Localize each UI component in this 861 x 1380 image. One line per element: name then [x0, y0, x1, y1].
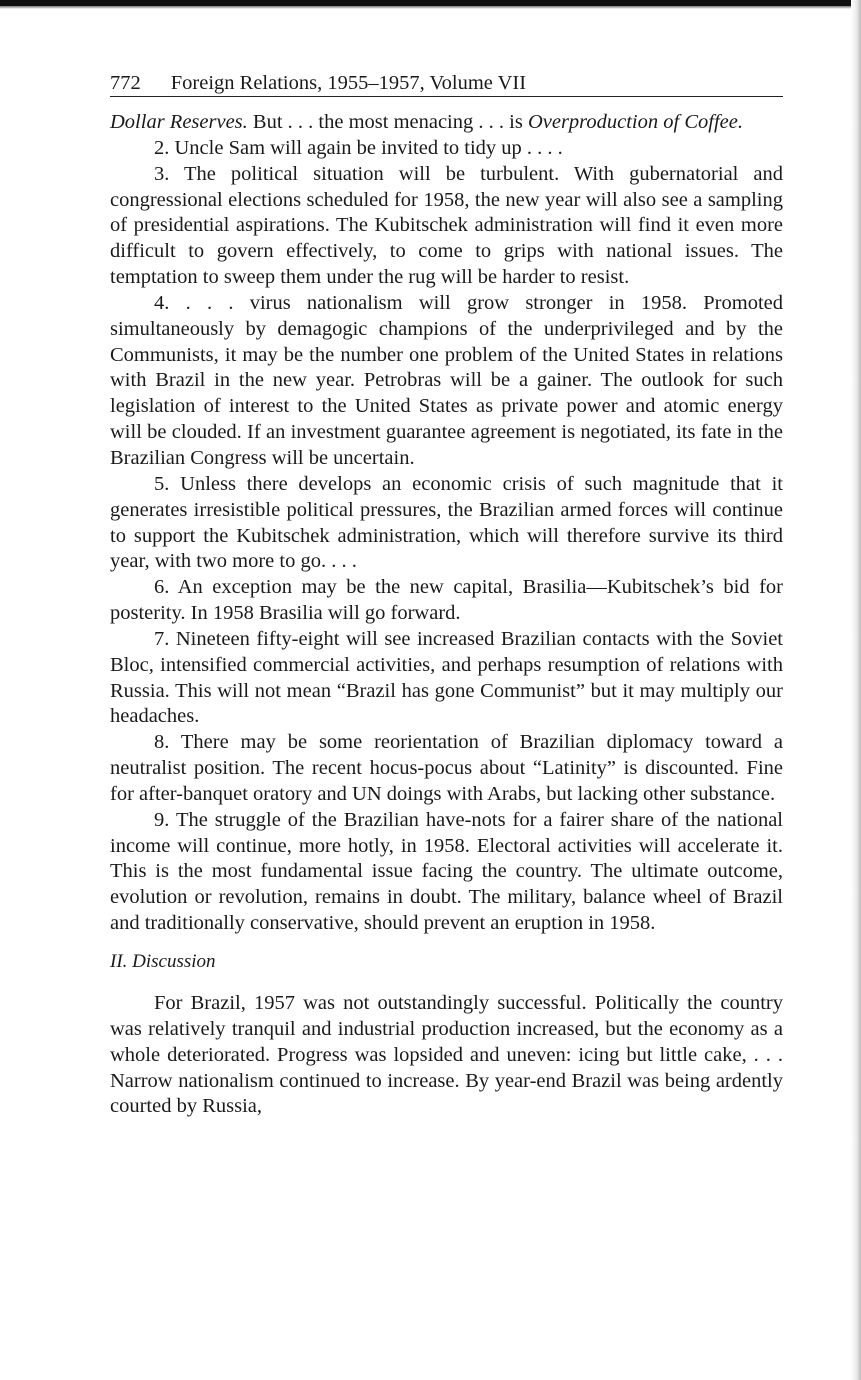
section-heading: II. Discussion: [110, 951, 216, 972]
running-title: Foreign Relations, 1955–1957, Volume VII: [170, 72, 527, 94]
running-header: [110, 70, 783, 97]
italic-overproduction-coffee: Overproduction of Coffee.: [527, 111, 743, 133]
continuation-paragraph: [110, 110, 783, 136]
paragraph-item-5: 5. Unless there develops an economic crisis of such magnitude that it generates irresistible political pressures, the Brazilian armed forces will continue to support the Kubitschek administration, which will therefore survive its third year, with two more to go. . . .: [110, 472, 783, 573]
paragraph-item-3: 3. The political situation will be turbulent. With gubernatorial and congressional elections scheduled for 1958, the new year will also see a sampling of presidential aspirations. The Kubitschek administration will find it even more difficult to govern effectively, to come to grips with national issues. The temptation to sweep them under the rug will be harder to resist.: [110, 162, 783, 289]
body-text: [110, 110, 783, 1120]
scan-right-edge: [851, 0, 861, 1380]
discussion-paragraph: For Brazil, 1957 was not outstandingly successful. Politically the country was relatively tranquil and industrial production increased, but the economy as a whole deteriorated. Progress was lopsided and uneven: icing but little cake, . . . Narrow nationalism continued to increase. By year-end Brazil was being ardently courted by Russia,: [110, 992, 783, 1118]
paragraph-item-8: 8. There may be some reorientation of Brazilian diplomacy toward a neutralist position. The recent hocus-pocus about “Latinity” is discounted. Fine for after-banquet oratory and UN doings with Arabs, but lacking other substance.: [110, 731, 783, 805]
continuation-text: But . . . the most menacing . . . is: [247, 111, 528, 133]
paragraph-item-2: 2. Uncle Sam will again be invited to tidy up . . . .: [154, 136, 563, 159]
scan-top-shadow: [0, 6, 861, 9]
document-page: [110, 70, 783, 1120]
paragraph-item-6: 6. An exception may be the new capital, Brasilia—Kubitschek’s bid for posterity. In 1958 Brasilia will go forward.: [110, 576, 783, 625]
page-number: 772: [110, 72, 141, 94]
paragraph-item-4: 4. . . . virus nationalism will grow stronger in 1958. Promoted simultaneously by demagogic champions of the underprivileged and by the Communists, it may be the number one problem of the United States in relations with Brazil in the new year. Petrobras will be a gainer. The outlook for such legislation of interest to the United States as private power and atomic energy will be clouded. If an investment guarantee agreement is negotiated, its fate in the Brazilian Congress will be uncertain.: [110, 291, 783, 469]
italic-dollar-reserves: Dollar Reserves.: [110, 111, 248, 133]
paragraph-item-9: 9. The struggle of the Brazilian have-nots for a fairer share of the national income will continue, more hotly, in 1958. Electoral activities will accelerate it. This is the most fundamental issue facing the country. The ultimate outcome, evolution or revolution, remains in doubt. The military, balance wheel of Brazil and traditionally conservative, should prevent an eruption in 1958.: [110, 808, 783, 935]
paragraph-item-7: 7. Nineteen fifty-eight will see increased Brazilian contacts with the Soviet Bloc, intensified commercial activities, and perhaps resumption of relations with Russia. This will not mean “Brazil has gone Communist” but it may multiply our headaches.: [110, 627, 783, 728]
